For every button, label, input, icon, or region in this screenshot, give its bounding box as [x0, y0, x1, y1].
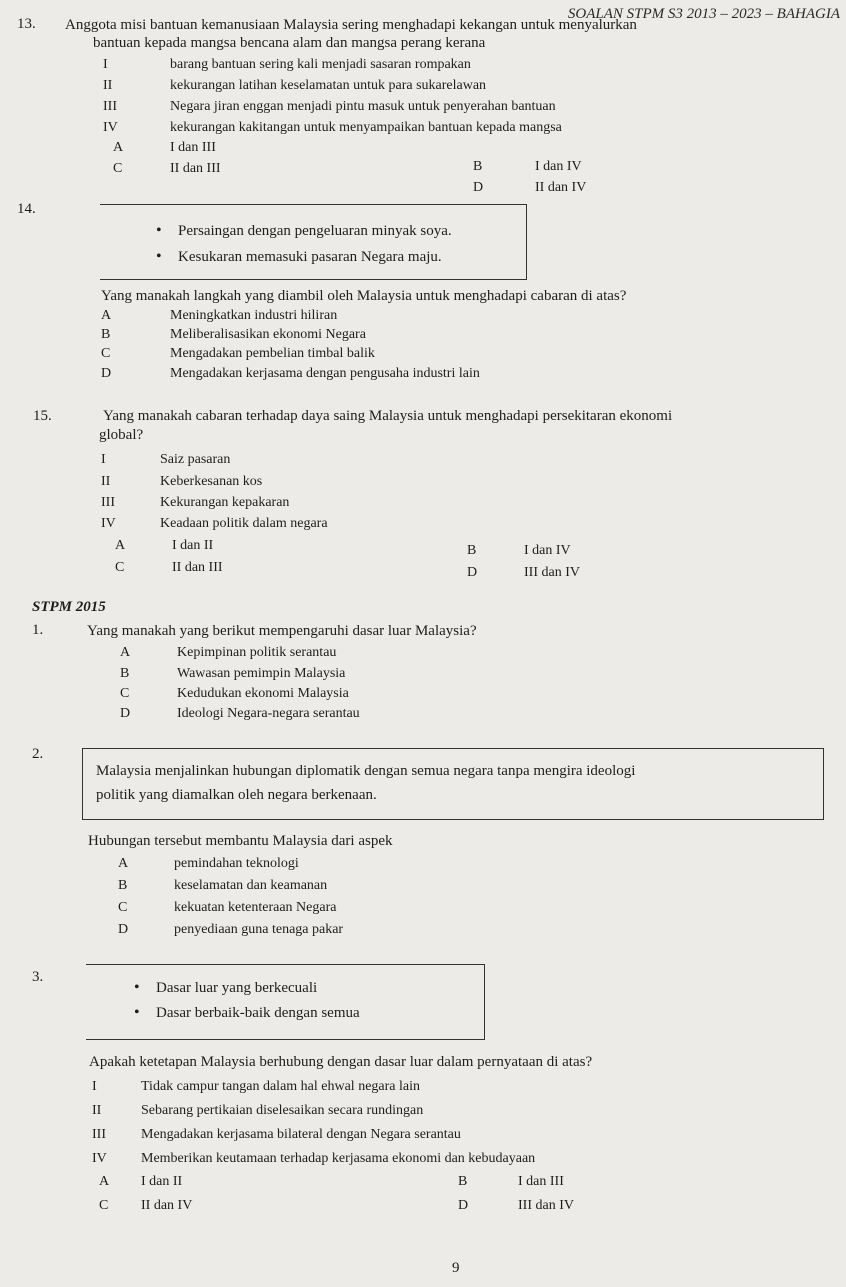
- q15-option-b-text: I dan IV: [524, 543, 571, 558]
- q3-option-a-text: I dan II: [141, 1174, 183, 1189]
- q13-option-d-text: II dan IV: [535, 180, 587, 195]
- q3-item-text-4: Memberikan keutamaan terhadap kerjasama ekonomi dan kebudayaan: [141, 1151, 536, 1166]
- q13-item-text-4: kekurangan kakitangan untuk menyampaikan bantuan kepada mangsa: [170, 120, 562, 135]
- q15-item-label-3: III: [101, 495, 115, 510]
- question-14-number: 14.: [17, 201, 36, 217]
- q3-option-c-text: II dan IV: [141, 1198, 193, 1213]
- q15-item-text-4: Keadaan politik dalam negara: [160, 516, 328, 531]
- q13-item-label-1: I: [103, 57, 108, 72]
- q3-item-label-4: IV: [92, 1151, 107, 1166]
- q13-option-a-label: A: [113, 140, 124, 155]
- question-13-stem-line2: bantuan kepada mangsa bencana alam dan mangsa perang kerana: [93, 35, 486, 51]
- q3-option-b-text: I dan III: [518, 1174, 564, 1189]
- q15-option-b-label: B: [467, 543, 477, 558]
- q1-option-a-label: A: [120, 645, 131, 660]
- q13-item-label-2: II: [103, 78, 113, 93]
- question-14-stem: Yang manakah langkah yang diambil oleh Malaysia untuk menghadapi cabaran di atas?: [101, 288, 627, 304]
- q2-statement-box: [82, 748, 824, 820]
- q14-bullet-1: • Persaingan dengan pengeluaran minyak soya.: [178, 223, 452, 240]
- q13-item-text-1: barang bantuan sering kali menjadi sasaran rompakan: [170, 57, 471, 72]
- q1-option-a-text: Kepimpinan politik serantau: [177, 645, 337, 660]
- q15-item-text-3: Kekurangan kepakaran: [160, 495, 290, 510]
- question-13-number: 13.: [17, 16, 36, 32]
- q1-option-b-text: Wawasan pemimpin Malaysia: [177, 666, 346, 681]
- question-13-stem-line1: Anggota misi bantuan kemanusiaan Malaysia sering menghadapi kekangan untuk menyalurkan: [65, 17, 637, 33]
- q2-option-d-text: penyediaan guna tenaga pakar: [174, 922, 344, 937]
- question-3-stem: Apakah ketetapan Malaysia berhubung dengan dasar luar dalam pernyataan di atas?: [89, 1054, 593, 1070]
- q15-item-label-4: IV: [101, 516, 116, 531]
- q13-option-a-text: I dan III: [170, 140, 216, 155]
- q15-item-text-1: Saiz pasaran: [160, 452, 231, 467]
- q13-option-c-text: II dan III: [170, 161, 221, 176]
- q14-option-c-text: Mengadakan pembelian timbal balik: [170, 346, 375, 361]
- page-header: SOALAN STPM S3 2013 – 2023 – BAHAGIA: [567, 6, 840, 22]
- q15-option-d-text: III dan IV: [524, 565, 580, 580]
- q3-statement-box: [86, 964, 485, 1040]
- q14-option-d-text: Mengadakan kerjasama dengan pengusaha industri lain: [170, 366, 480, 381]
- page-number: 9: [452, 1260, 460, 1276]
- q3-option-b-label: B: [458, 1174, 468, 1189]
- q3-bullet-1: • Dasar luar yang berkecuali: [156, 980, 317, 997]
- question-1-stem: Yang manakah yang berikut mempengaruhi dasar luar Malaysia?: [87, 623, 477, 639]
- q3-bullet-2: • Dasar berbaik-baik dengan semua: [156, 1005, 360, 1022]
- q13-item-label-3: III: [103, 99, 117, 114]
- q14-option-c-label: C: [101, 346, 111, 361]
- question-2-stem: Hubungan tersebut membantu Malaysia dari aspek: [88, 833, 393, 849]
- question-15-number: 15.: [33, 408, 52, 424]
- q14-option-b-label: B: [101, 327, 111, 342]
- q3-option-a-label: A: [99, 1174, 110, 1189]
- q13-option-b-label: B: [473, 159, 483, 174]
- q15-item-label-2: II: [101, 474, 111, 489]
- q1-option-d-label: D: [120, 706, 131, 721]
- q3-option-c-label: C: [99, 1198, 109, 1213]
- q15-option-d-label: D: [467, 565, 478, 580]
- q14-option-b-text: Meliberalisasikan ekonomi Negara: [170, 327, 366, 342]
- question-15-stem-line1: Yang manakah cabaran terhadap daya saing Malaysia untuk menghadapi persekitaran ekonomi: [103, 408, 673, 424]
- q3-item-label-1: I: [92, 1079, 97, 1094]
- q2-option-b-label: B: [118, 878, 128, 893]
- q14-option-a-text: Meningkatkan industri hiliran: [170, 308, 338, 323]
- q2-option-b-text: keselamatan dan keamanan: [174, 878, 328, 893]
- q13-option-c-label: C: [113, 161, 123, 176]
- q15-option-a-label: A: [115, 538, 126, 553]
- q13-item-label-4: IV: [103, 120, 118, 135]
- q2-option-c-text: kekuatan ketenteraan Negara: [174, 900, 337, 915]
- q3-option-d-label: D: [458, 1198, 469, 1213]
- q1-option-d-text: Ideologi Negara-negara serantau: [177, 706, 360, 721]
- q13-option-b-text: I dan IV: [535, 159, 582, 174]
- q13-option-d-label: D: [473, 180, 484, 195]
- q2-statement-line2: politik yang diamalkan oleh negara berkenaan.: [96, 787, 377, 803]
- q14-statement-box: [100, 204, 527, 280]
- q1-option-b-label: B: [120, 666, 130, 681]
- q15-option-c-label: C: [115, 560, 125, 575]
- question-15-stem-line2: global?: [99, 427, 144, 443]
- q2-statement-line1: Malaysia menjalinkan hubungan diplomatik dengan semua negara tanpa mengira ideologi: [96, 763, 636, 779]
- q15-item-label-1: I: [101, 452, 106, 467]
- q2-option-a-text: pemindahan teknologi: [174, 856, 299, 871]
- q3-item-text-3: Mengadakan kerjasama bilateral dengan Negara serantau: [141, 1127, 461, 1142]
- q3-item-label-2: II: [92, 1103, 102, 1118]
- q2-option-d-label: D: [118, 922, 129, 937]
- q2-option-c-label: C: [118, 900, 128, 915]
- section-heading: STPM 2015: [32, 599, 106, 615]
- q3-option-d-text: III dan IV: [518, 1198, 574, 1213]
- q1-option-c-text: Kedudukan ekonomi Malaysia: [177, 686, 349, 701]
- q3-item-text-2: Sebarang pertikaian diselesaikan secara rundingan: [141, 1103, 424, 1118]
- q3-item-text-1: Tidak campur tangan dalam hal ehwal negara lain: [141, 1079, 420, 1094]
- q14-option-d-label: D: [101, 366, 112, 381]
- question-3-number: 3.: [32, 969, 44, 985]
- q15-option-c-text: II dan III: [172, 560, 223, 575]
- q14-option-a-label: A: [101, 308, 112, 323]
- q2-option-a-label: A: [118, 856, 129, 871]
- q3-item-label-3: III: [92, 1127, 106, 1142]
- q15-option-a-text: I dan II: [172, 538, 214, 553]
- question-1-number: 1.: [32, 622, 44, 638]
- q13-item-text-2: kekurangan latihan keselamatan untuk para sukarelawan: [170, 78, 487, 93]
- q15-item-text-2: Keberkesanan kos: [160, 474, 263, 489]
- q14-bullet-2: • Kesukaran memasuki pasaran Negara maju.: [178, 249, 442, 266]
- q13-item-text-3: Negara jiran enggan menjadi pintu masuk untuk penyerahan bantuan: [170, 99, 556, 114]
- question-2-number: 2.: [32, 746, 44, 762]
- q1-option-c-label: C: [120, 686, 130, 701]
